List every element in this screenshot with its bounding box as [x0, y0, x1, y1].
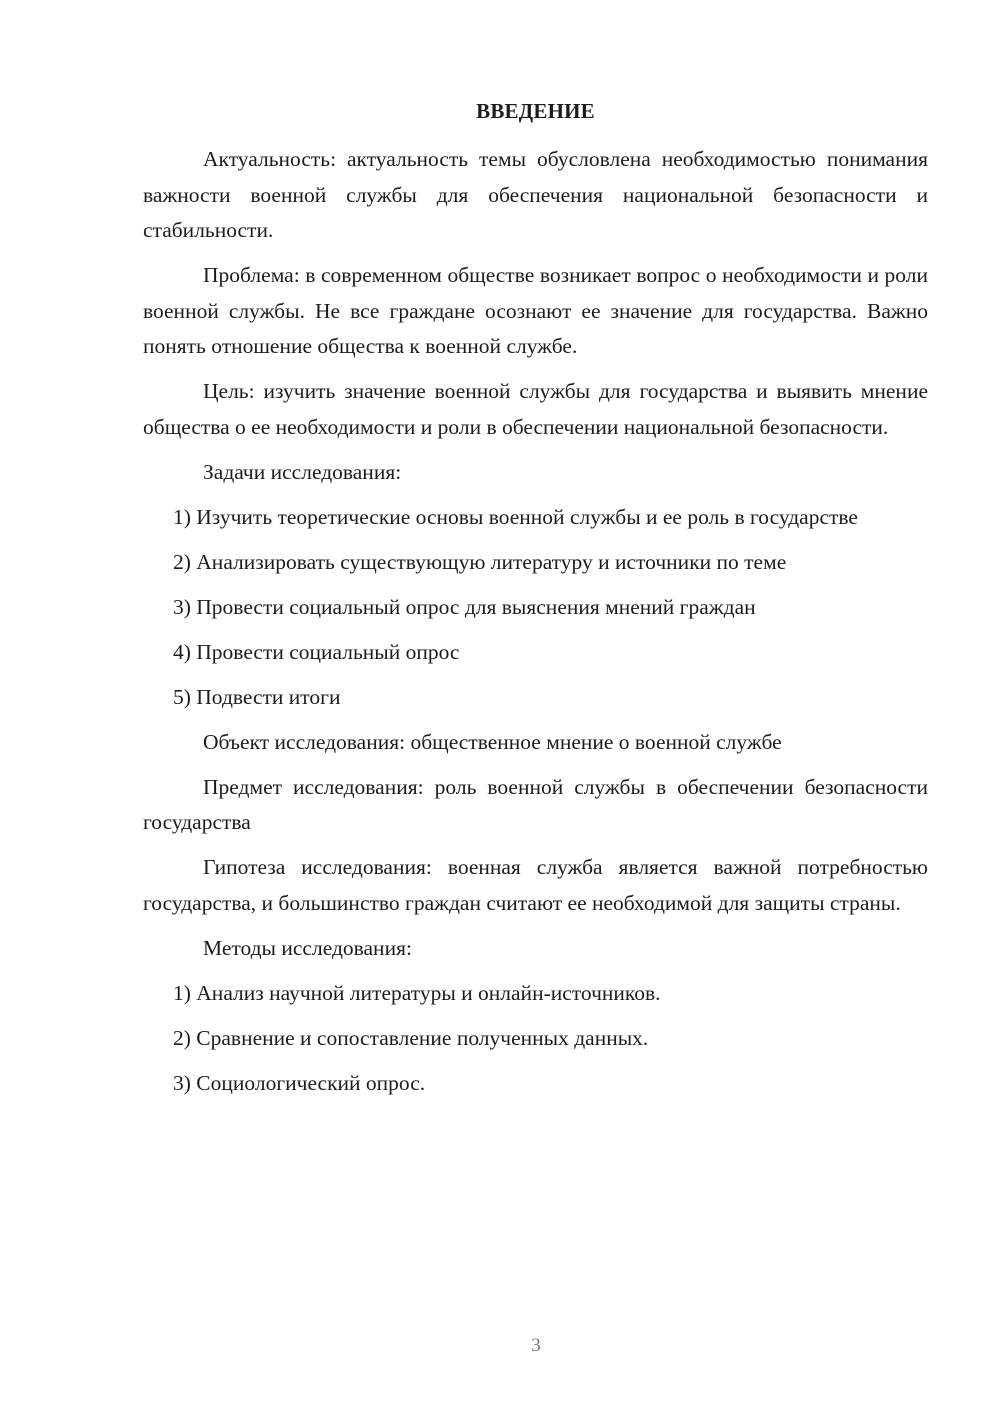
goal-paragraph: Цель: изучить значение военной службы для государства и выявить мнение общества о ее необходимости и роли в обеспечении национальной безопасности.	[143, 379, 928, 439]
method-item: 2) Сравнение и сопоставление полученных данных.	[173, 1025, 649, 1050]
object-paragraph: Объект исследования: общественное мнение о военной службе	[203, 729, 782, 754]
relevance-paragraph: Актуальность: актуальность темы обусловлена необходимостью понимания важности военной службы для обеспечения национальной безопасности и стабильности.	[143, 147, 928, 242]
page-number: 3	[531, 1335, 541, 1356]
task-item: 3) Провести социальный опрос для выяснения мнений граждан	[173, 594, 756, 619]
method-item: 3) Социологический опрос.	[173, 1070, 426, 1095]
task-item: 5) Подвести итоги	[173, 684, 341, 709]
document-body	[143, 142, 928, 1111]
methods-heading: Методы исследования:	[203, 935, 412, 960]
section-title: ВВЕДЕНИЕ	[476, 99, 595, 123]
task-item: 1) Изучить теоретические основы военной службы и ее роль в государстве	[173, 504, 858, 529]
problem-paragraph: Проблема: в современном обществе возникает вопрос о необходимости и роли военной службы. Не все граждане осознают ее значение для государства. Важно понять отношение общества к военной службе.	[143, 263, 928, 358]
tasks-heading: Задачи исследования:	[203, 459, 402, 484]
task-item: 2) Анализировать существующую литературу и источники по теме	[173, 549, 787, 574]
task-item: 4) Провести социальный опрос	[173, 639, 460, 664]
subject-paragraph: Предмет исследования: роль военной службы в обеспечении безопасности государства	[143, 774, 928, 834]
hypothesis-paragraph: Гипотеза исследования: военная служба является важной потребностью государства, и большинство граждан считают ее необходимой для защиты страны.	[143, 855, 928, 915]
method-item: 1) Анализ научной литературы и онлайн-источников.	[173, 980, 661, 1005]
